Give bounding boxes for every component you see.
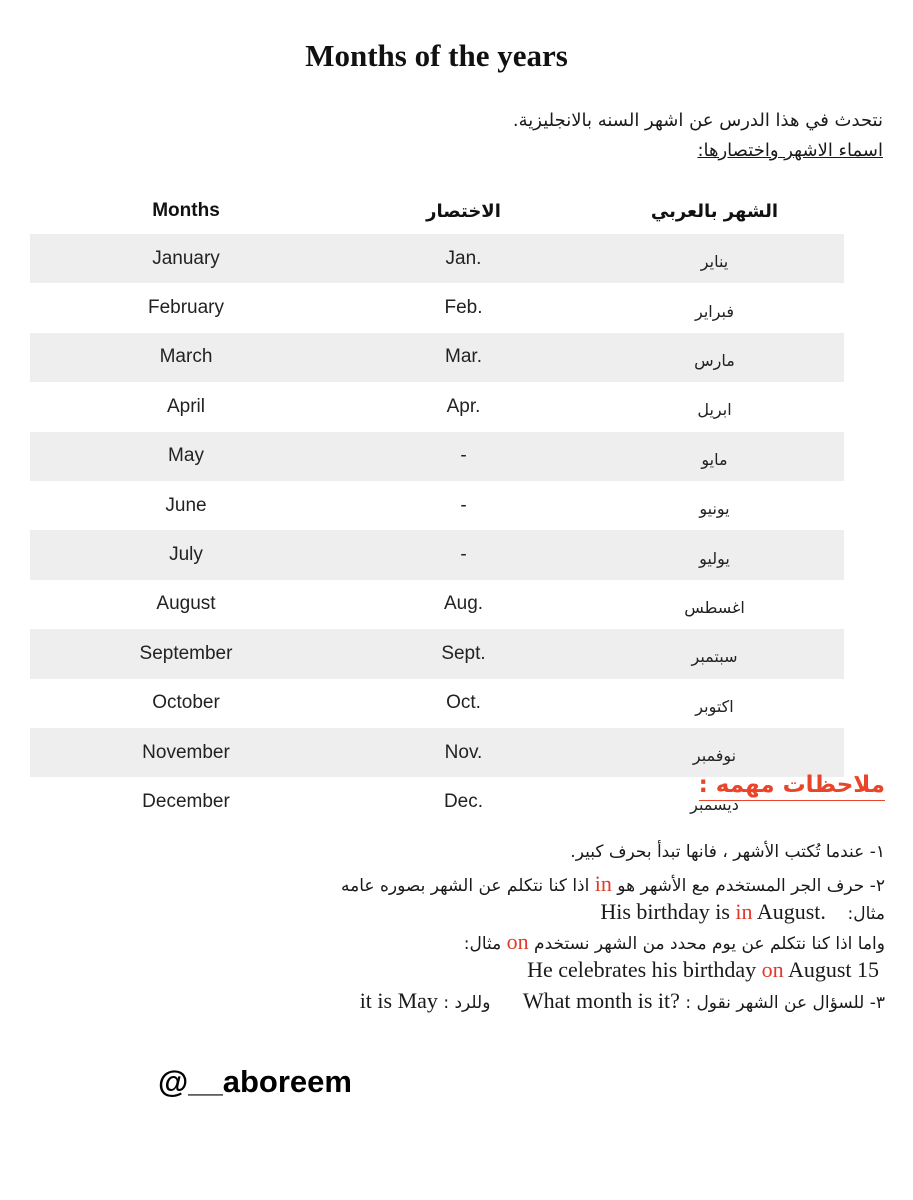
table-header-row xyxy=(30,188,844,234)
month-abbr: Sept. xyxy=(342,629,585,678)
table-row xyxy=(30,530,844,579)
month-arabic: اكتوبر xyxy=(695,696,734,716)
table-row xyxy=(30,283,844,332)
month-abbr: - xyxy=(460,494,467,516)
example-2-a: He celebrates his birthday xyxy=(527,957,757,982)
month-arabic: يناير xyxy=(585,234,844,283)
note-2 xyxy=(341,871,885,897)
note-4 xyxy=(360,988,885,1014)
table-row xyxy=(30,728,844,777)
month-arabic: ابريل xyxy=(697,400,732,420)
month-arabic: مارس xyxy=(585,333,844,382)
month-arabic: ديسمبر xyxy=(690,795,739,815)
table-row xyxy=(30,432,844,481)
month-arabic: نوفمبر xyxy=(585,728,844,777)
month-name: August xyxy=(156,593,216,615)
table-row xyxy=(30,481,844,530)
table-row xyxy=(30,382,844,431)
intro-line-1: نتحدث في هذا الدرس عن اشهر السنه بالانجليزية. xyxy=(512,110,883,131)
month-abbr: Dec. xyxy=(443,790,484,812)
table-row xyxy=(30,234,844,283)
example-1 xyxy=(600,899,885,925)
month-name: June xyxy=(165,494,207,516)
example-2-prep: on xyxy=(761,957,784,982)
month-name: February xyxy=(147,297,225,319)
note-2-b: اذا كنا نتكلم عن الشهر بصوره عامه xyxy=(341,876,590,896)
month-abbr: Jan. xyxy=(342,234,585,283)
month-abbr: Feb. xyxy=(444,297,483,319)
note-4-question: What month is it? xyxy=(522,988,680,1013)
month-name: May xyxy=(30,432,342,481)
month-name: December xyxy=(142,790,230,812)
month-arabic: يونيو xyxy=(699,499,730,519)
notes-heading: ملاحظات مهمه : xyxy=(699,772,885,801)
note-4-answer: it is May xyxy=(359,988,438,1013)
month-abbr: Mar. xyxy=(342,333,585,382)
note-3-b: مثال: xyxy=(463,934,502,954)
header-arabic: الشهر بالعربي xyxy=(650,200,779,222)
note-3-prep: on xyxy=(506,929,529,954)
intro xyxy=(183,106,883,166)
header-months: Months xyxy=(152,200,220,221)
table-row xyxy=(30,580,844,629)
note-1: ١- عندما تُكتب الأشهر ، فانها تبدأ بحرف كبير. xyxy=(570,842,885,862)
example-1-label: مثال: xyxy=(847,904,885,924)
note-2-prep: in xyxy=(594,871,612,896)
month-name: October xyxy=(152,692,220,714)
author-handle: @__aboreem xyxy=(158,1064,352,1099)
example-2-b: August 15 xyxy=(787,957,879,982)
note-2-a: ٢- حرف الجر المستخدم مع الأشهر هو xyxy=(617,876,885,896)
month-arabic: فبراير xyxy=(694,301,735,321)
header-abbr: الاختصار xyxy=(426,200,501,222)
example-1-a: His birthday is xyxy=(600,899,730,924)
example-2-sentence xyxy=(527,957,879,982)
month-name: March xyxy=(30,333,342,382)
example-2 xyxy=(527,957,879,983)
example-1-b: August. xyxy=(756,899,826,924)
month-name: July xyxy=(30,530,342,579)
month-abbr: - xyxy=(342,530,585,579)
month-abbr: Oct. xyxy=(446,692,481,714)
month-arabic: سبتمبر xyxy=(585,629,844,678)
months-table xyxy=(30,188,844,827)
table-row xyxy=(30,333,844,382)
note-3 xyxy=(464,929,885,955)
month-arabic: يوليو xyxy=(585,530,844,579)
month-abbr: Aug. xyxy=(443,593,484,615)
month-name: September xyxy=(30,629,342,678)
month-abbr: Nov. xyxy=(342,728,585,777)
intro-line-2: اسماء الاشهر واختصارها: xyxy=(697,140,883,161)
page-title: Months of the years xyxy=(305,38,568,73)
note-4-a: ٣- للسؤال عن الشهر نقول : xyxy=(685,993,885,1013)
month-arabic: مايو xyxy=(585,432,844,481)
month-name: November xyxy=(30,728,342,777)
table-row xyxy=(30,679,844,728)
example-1-sentence xyxy=(600,899,826,924)
month-arabic: اغسطس xyxy=(684,597,745,617)
month-abbr: - xyxy=(342,432,585,481)
month-abbr: Apr. xyxy=(446,395,481,417)
example-1-prep: in xyxy=(735,899,753,924)
note-3-a: واما اذا كنا نتكلم عن يوم محدد من الشهر نستخدم xyxy=(534,934,885,954)
table-row xyxy=(30,629,844,678)
note-4-b: وللرد : xyxy=(443,993,491,1013)
table-body xyxy=(30,234,844,827)
month-name: January xyxy=(30,234,342,283)
month-name: April xyxy=(166,395,205,417)
